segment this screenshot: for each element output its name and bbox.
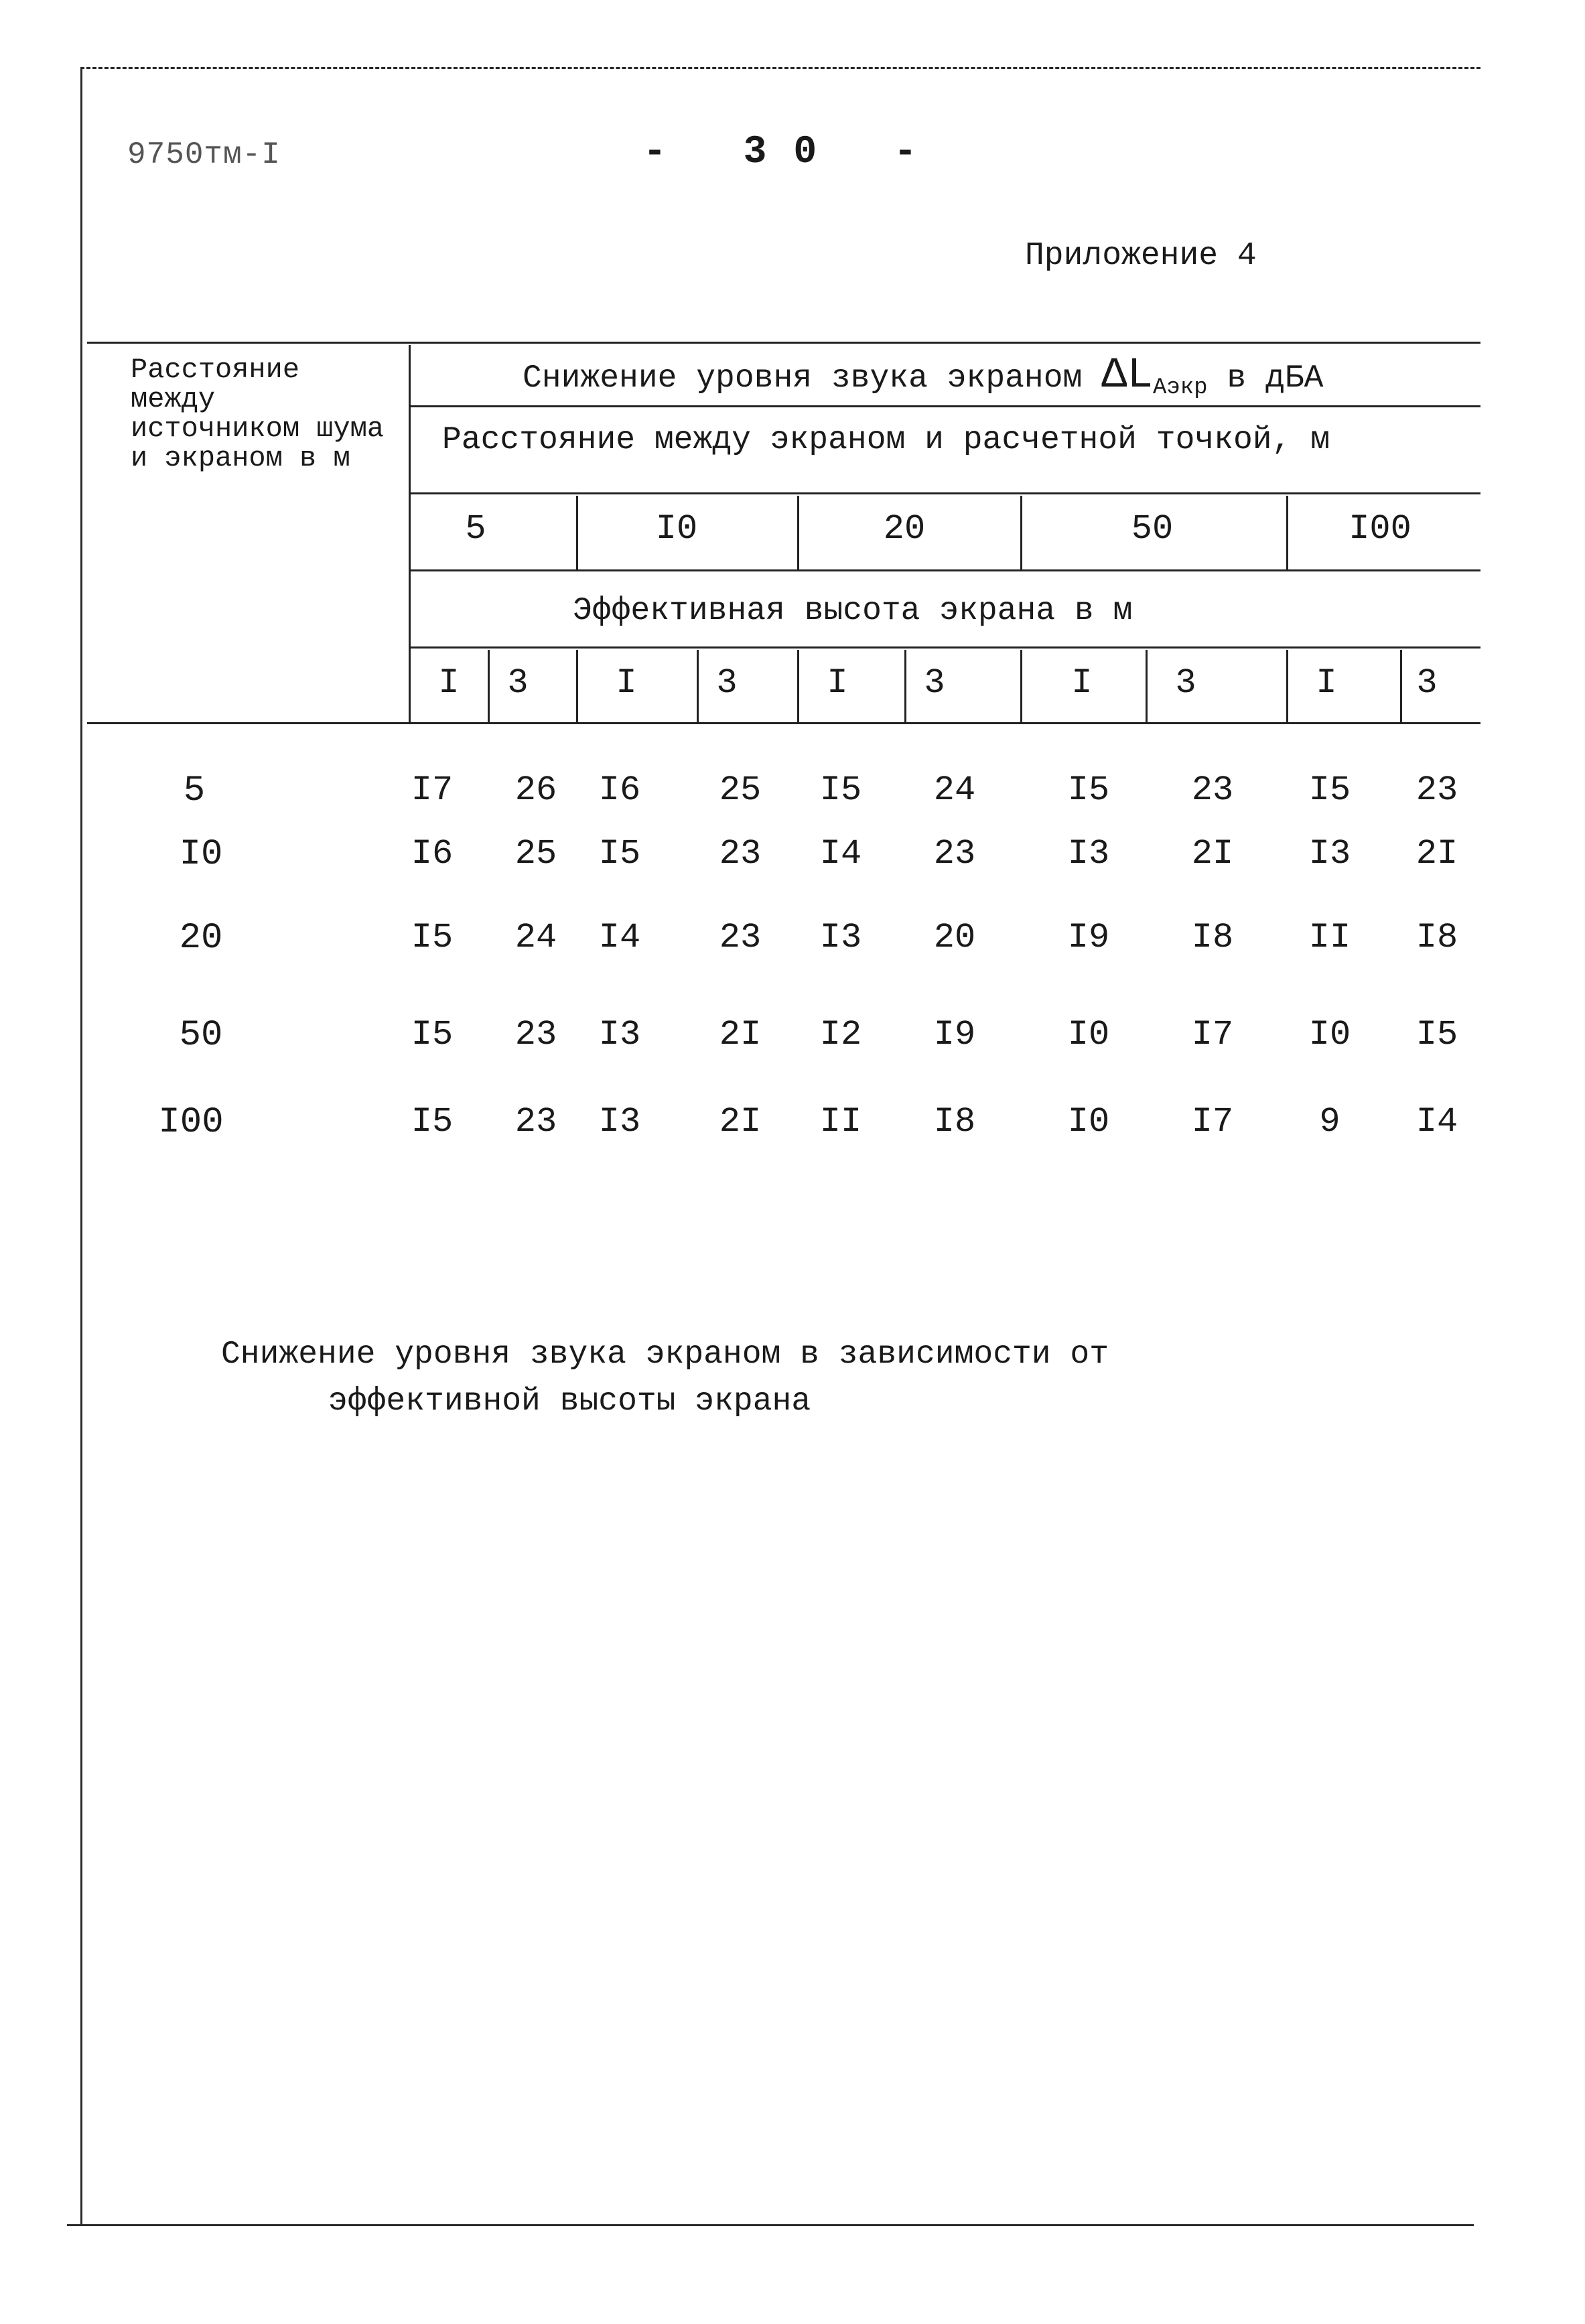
table-cell: I4: [819, 834, 862, 874]
table-cell: I6: [598, 770, 641, 810]
table-cell: I5: [598, 834, 641, 874]
table-cell: 25: [719, 770, 762, 810]
document-code: 9750тм-I: [127, 137, 281, 172]
height-value: I: [438, 663, 460, 703]
distance-divider: [1286, 496, 1288, 569]
table-cell: I9: [933, 1015, 976, 1054]
main-header: [523, 352, 1323, 401]
table-cell: I2: [819, 1015, 862, 1054]
height-divider: [1400, 650, 1402, 722]
table-cell: II: [819, 1102, 862, 1142]
row-label: 5: [183, 770, 206, 811]
table-cell: 20: [933, 918, 976, 957]
table-cell: 23: [1191, 770, 1234, 810]
table-cell: 2I: [1416, 834, 1458, 874]
table-cell: I4: [1416, 1102, 1458, 1142]
table-cell: I5: [411, 1015, 454, 1054]
row-label: 50: [179, 1015, 223, 1056]
table-cell: 24: [933, 770, 976, 810]
distance-divider: [576, 496, 578, 569]
height-value: I: [1071, 663, 1093, 703]
delta-l-symbol: ΔL: [1101, 352, 1153, 400]
stub-column-divider: [409, 345, 411, 722]
table-cell: I3: [598, 1015, 641, 1054]
table-cell: I8: [1191, 918, 1234, 957]
table-cell: I7: [1191, 1102, 1234, 1142]
table-cell: 23: [719, 834, 762, 874]
header-bottom-rule: [87, 722, 1480, 724]
distance-value: 20: [883, 509, 926, 549]
table-cell: I6: [411, 834, 454, 874]
table-top-rule: [87, 342, 1480, 344]
caption-line-1: Снижение уровня звука экраном в зависимости от: [221, 1337, 1109, 1373]
distance-divider: [1020, 496, 1022, 569]
table-cell: 24: [514, 918, 557, 957]
row-label: 20: [179, 918, 223, 959]
main-header-text: Снижение уровня звука экраном: [523, 360, 1083, 397]
table-cell: 23: [514, 1015, 557, 1054]
distance-value: 50: [1131, 509, 1174, 549]
height-divider: [1146, 650, 1148, 722]
height-value: 3: [1416, 663, 1438, 703]
header-rule-4: [410, 646, 1480, 648]
appendix-label: Приложение 4: [1025, 238, 1257, 274]
table-cell: 2I: [719, 1102, 762, 1142]
table-cell: 23: [719, 918, 762, 957]
table-cell: 25: [514, 834, 557, 874]
height-divider: [1286, 650, 1288, 722]
height-value: I: [1316, 663, 1337, 703]
table-cell: I7: [411, 770, 454, 810]
table-cell: I7: [1191, 1015, 1234, 1054]
table-cell: I8: [1416, 918, 1458, 957]
delta-l-subscript: Аэкр: [1152, 375, 1208, 401]
frame-top-border: [80, 67, 1480, 69]
caption-line-2: эффективной высоты экрана: [328, 1383, 811, 1420]
row-header-label: Расстояние между источником шума и экраном в м: [131, 354, 385, 474]
table-cell: I3: [819, 918, 862, 957]
height-value: 3: [1175, 663, 1196, 703]
height-divider: [797, 650, 799, 722]
height-value: 3: [507, 663, 529, 703]
height-divider: [488, 650, 490, 722]
distance-value: I0: [655, 509, 698, 549]
table-cell: I4: [598, 918, 641, 957]
table-cell: I0: [1067, 1102, 1110, 1142]
table-cell: 2I: [1191, 834, 1234, 874]
height-divider: [1020, 650, 1022, 722]
table-cell: II: [1308, 918, 1351, 957]
height-divider: [697, 650, 699, 722]
height-divider: [576, 650, 578, 722]
distance-value: I00: [1349, 509, 1411, 549]
table-cell: I5: [1308, 770, 1351, 810]
page-number: - 30 -: [643, 131, 944, 174]
distance-header: Расстояние между экраном и расчетной точкой, м: [442, 422, 1330, 458]
table-cell: I8: [933, 1102, 976, 1142]
table-cell: I3: [598, 1102, 641, 1142]
table-cell: I3: [1308, 834, 1351, 874]
height-value: I: [827, 663, 848, 703]
main-header-unit: в дБА: [1227, 360, 1324, 397]
table-cell: 26: [514, 770, 557, 810]
header-rule-2: [410, 492, 1480, 494]
height-header: Эффективная высота экрана в м: [573, 593, 1133, 629]
frame-bottom-border: [67, 2224, 1474, 2226]
table-cell: 9: [1319, 1102, 1340, 1142]
frame-left-border: [80, 67, 82, 2224]
table-cell: I3: [1067, 834, 1110, 874]
row-label: I00: [158, 1102, 224, 1143]
header-rule-1: [410, 405, 1480, 407]
table-cell: I5: [411, 1102, 454, 1142]
table-cell: I5: [1416, 1015, 1458, 1054]
row-label: I0: [179, 834, 223, 875]
table-cell: 23: [1416, 770, 1458, 810]
height-value: 3: [716, 663, 738, 703]
table-cell: I9: [1067, 918, 1110, 957]
table-cell: I0: [1308, 1015, 1351, 1054]
header-rule-3: [410, 569, 1480, 571]
distance-divider: [797, 496, 799, 569]
height-divider: [904, 650, 906, 722]
table-cell: 2I: [719, 1015, 762, 1054]
distance-value: 5: [465, 509, 486, 549]
table-cell: I5: [411, 918, 454, 957]
table-cell: I0: [1067, 1015, 1110, 1054]
height-value: I: [616, 663, 637, 703]
table-cell: 23: [514, 1102, 557, 1142]
height-value: 3: [924, 663, 945, 703]
table-cell: I5: [1067, 770, 1110, 810]
table-cell: 23: [933, 834, 976, 874]
table-cell: I5: [819, 770, 862, 810]
